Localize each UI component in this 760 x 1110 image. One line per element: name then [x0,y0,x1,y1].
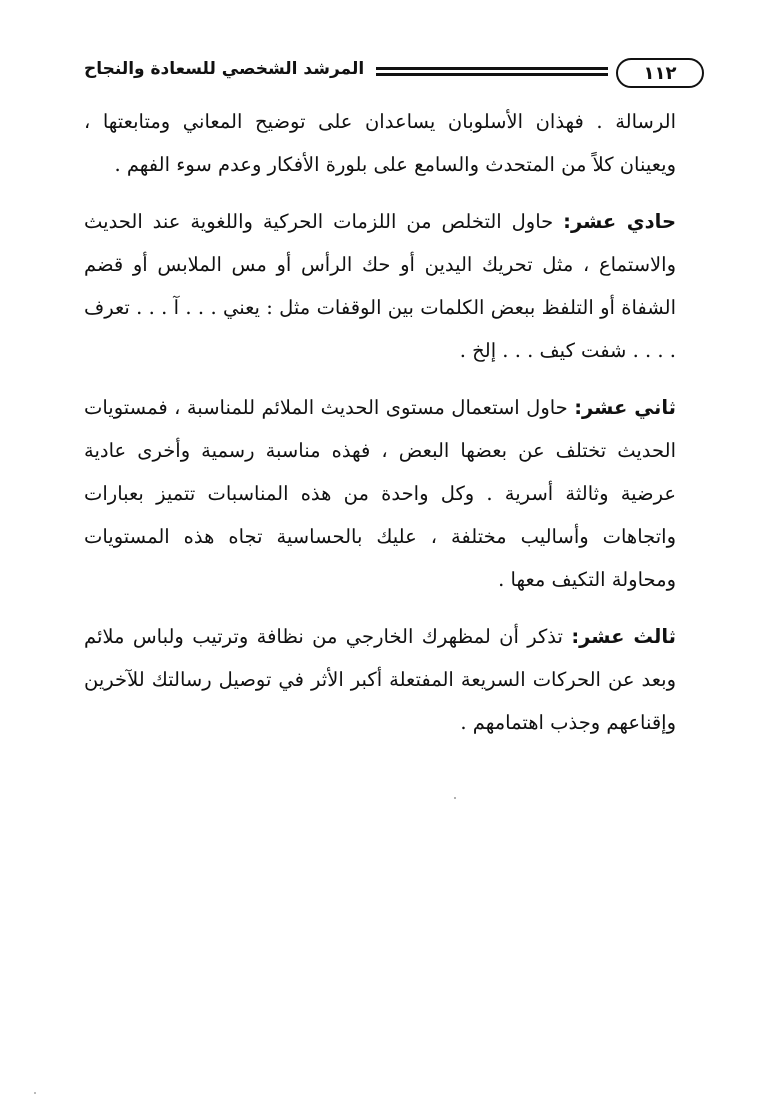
running-header [84,58,704,92]
paragraph-continuation [84,100,676,186]
paragraph-thirteenth [84,615,676,744]
paragraph-lead: حادي عشر: [563,210,676,233]
scan-speck [34,1092,36,1094]
running-title: المرشد الشخصي للسعادة والنجاح [84,59,365,79]
paragraph-text: حاول التخلص من اللزمات الحركية واللغوية عند الحديث والاستماع ، مثل تحريك اليدين أو حك الرأس أو مس الملابس أو قضم الشفاة أو التلفظ ببعض الكلمات بين الوقفات مثل : يعني . . . آ . . . تعرف . . . . شفت كيف . . . إلخ . [84,210,676,362]
paragraph-lead: ثالث عشر: [571,625,676,648]
paragraph-text: حاول استعمال مستوى الحديث الملائم للمناسبة ، فمستويات الحديث تختلف عن بعضها البعض ، فهذه مناسبة رسمية وأخرى عادية عرضية وثالثة أسرية . وكل واحدة من هذه المناسبات تتميز بعبارات واتجاهات وأساليب مختلفة ، عليك بالحساسية تجاه هذه المستويات ومحاولة التكيف معها . [84,396,676,591]
paragraph-twelfth [84,386,676,601]
paragraph-text: الرسالة . فهذان الأسلوبان يساعدان على توضيح المعاني ومتابعتها ، ويعينان كلاً من المتحدث والسامع على بلورة الأفكار وعدم سوء الفهم . [84,110,676,176]
paragraph-text: تذكر أن لمظهرك الخارجي من نظافة وترتيب ولباس ملائم وبعد عن الحركات السريعة المفتعلة أكبر الأثر في توصيل رسالتك للآخرين وإقناعهم وجذب اهتمامهم . [84,625,676,734]
page-number: ١١٢ [616,58,704,88]
page-body [84,100,676,758]
paragraph-lead: ثاني عشر: [574,396,677,419]
paragraph-eleventh [84,200,676,372]
header-double-rule [376,67,608,77]
scan-speck [454,797,456,799]
